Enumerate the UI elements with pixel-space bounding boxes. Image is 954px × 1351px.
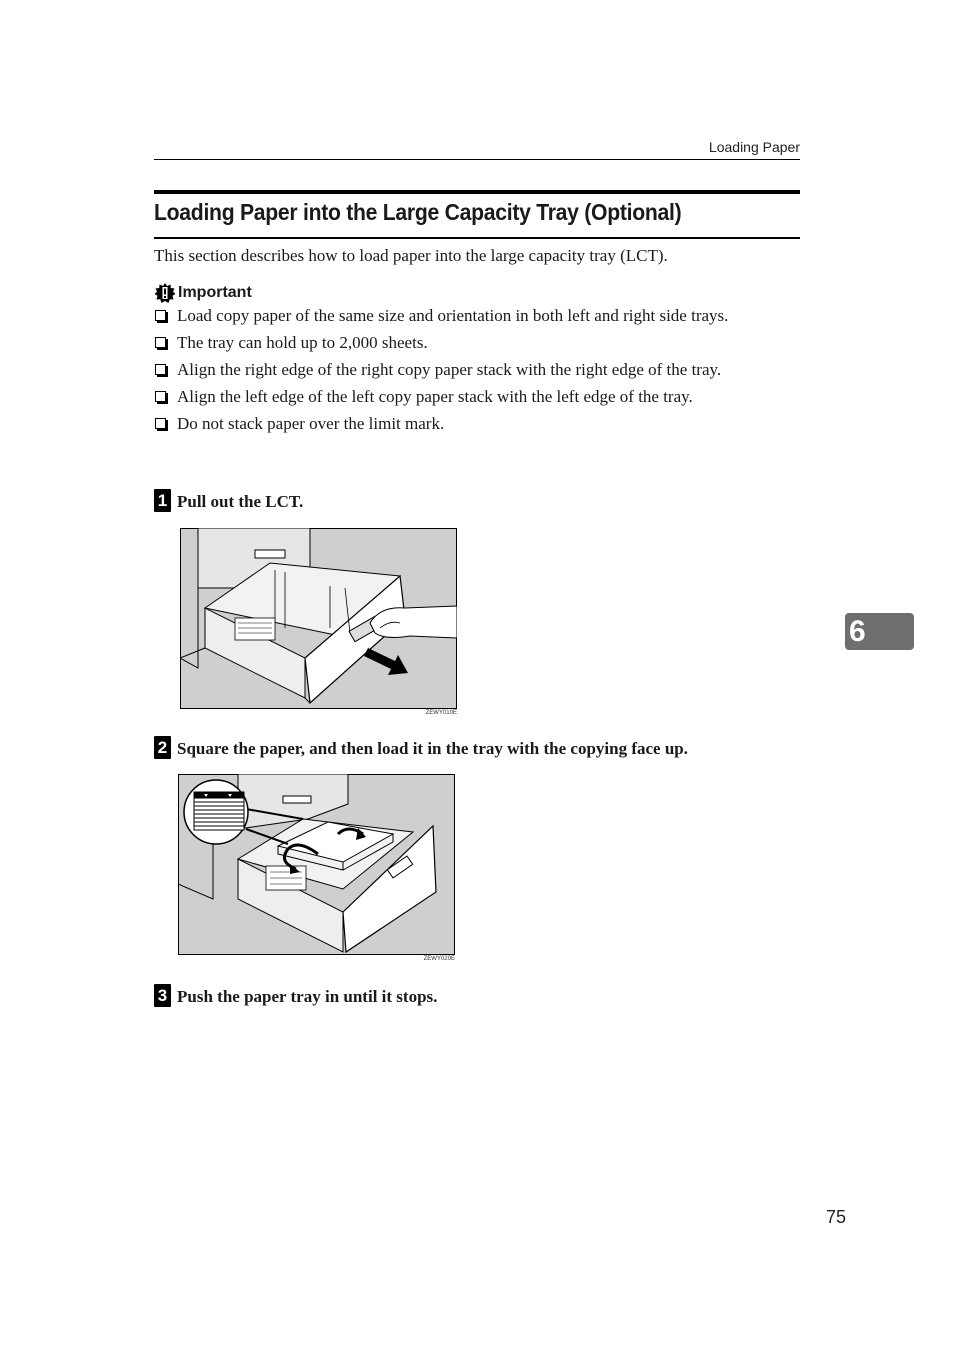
list-item: Align the right edge of the right copy paper stack with the right edge of the tray. bbox=[154, 359, 800, 380]
step-number: 3 bbox=[154, 984, 171, 1007]
chapter-tab bbox=[845, 613, 914, 650]
important-label: Important bbox=[178, 284, 252, 301]
checkbox-bullet-icon bbox=[155, 310, 166, 321]
checkbox-bullet-icon bbox=[155, 391, 166, 402]
step-text: Square the paper, and then load it in the tray with the copying face up. bbox=[177, 739, 688, 758]
step-number: 1 bbox=[154, 489, 171, 512]
figure-code: ZEWY010E bbox=[425, 710, 457, 716]
step-number: 2 bbox=[154, 736, 171, 759]
intro-paragraph: This section describes how to load paper into the large capacity tray (LCT). bbox=[154, 246, 668, 265]
header-rule bbox=[154, 159, 800, 160]
important-list bbox=[154, 305, 800, 440]
running-header: Loading Paper bbox=[708, 139, 800, 155]
step-1 bbox=[154, 489, 800, 515]
list-item: Do not stack paper over the limit mark. bbox=[154, 413, 800, 434]
title-rule-bottom bbox=[154, 237, 800, 239]
page-number: 75 bbox=[825, 1207, 846, 1227]
step-2 bbox=[154, 736, 800, 762]
important-heading bbox=[154, 282, 252, 304]
step-text: Push the paper tray in until it stops. bbox=[177, 987, 438, 1006]
checkbox-bullet-icon bbox=[155, 364, 166, 375]
list-item: Align the left edge of the left copy paper stack with the left edge of the tray. bbox=[154, 386, 800, 407]
list-item: Load copy paper of the same size and orientation in both left and right side trays. bbox=[154, 305, 800, 326]
list-item: The tray can hold up to 2,000 sheets. bbox=[154, 332, 800, 353]
lct-pull-out-illustration bbox=[180, 528, 457, 709]
step-text: Pull out the LCT. bbox=[177, 492, 304, 511]
figure-code: ZEWY020E bbox=[423, 956, 455, 962]
important-icon bbox=[154, 282, 176, 304]
section-title: Loading Paper into the Large Capacity Tray (Optional) bbox=[154, 199, 682, 225]
checkbox-bullet-icon bbox=[155, 418, 166, 429]
checkbox-bullet-icon bbox=[155, 337, 166, 348]
step-3 bbox=[154, 984, 800, 1010]
load-paper-illustration bbox=[178, 774, 455, 955]
title-rule-top bbox=[154, 190, 800, 194]
chapter-number: 6 bbox=[849, 615, 866, 648]
